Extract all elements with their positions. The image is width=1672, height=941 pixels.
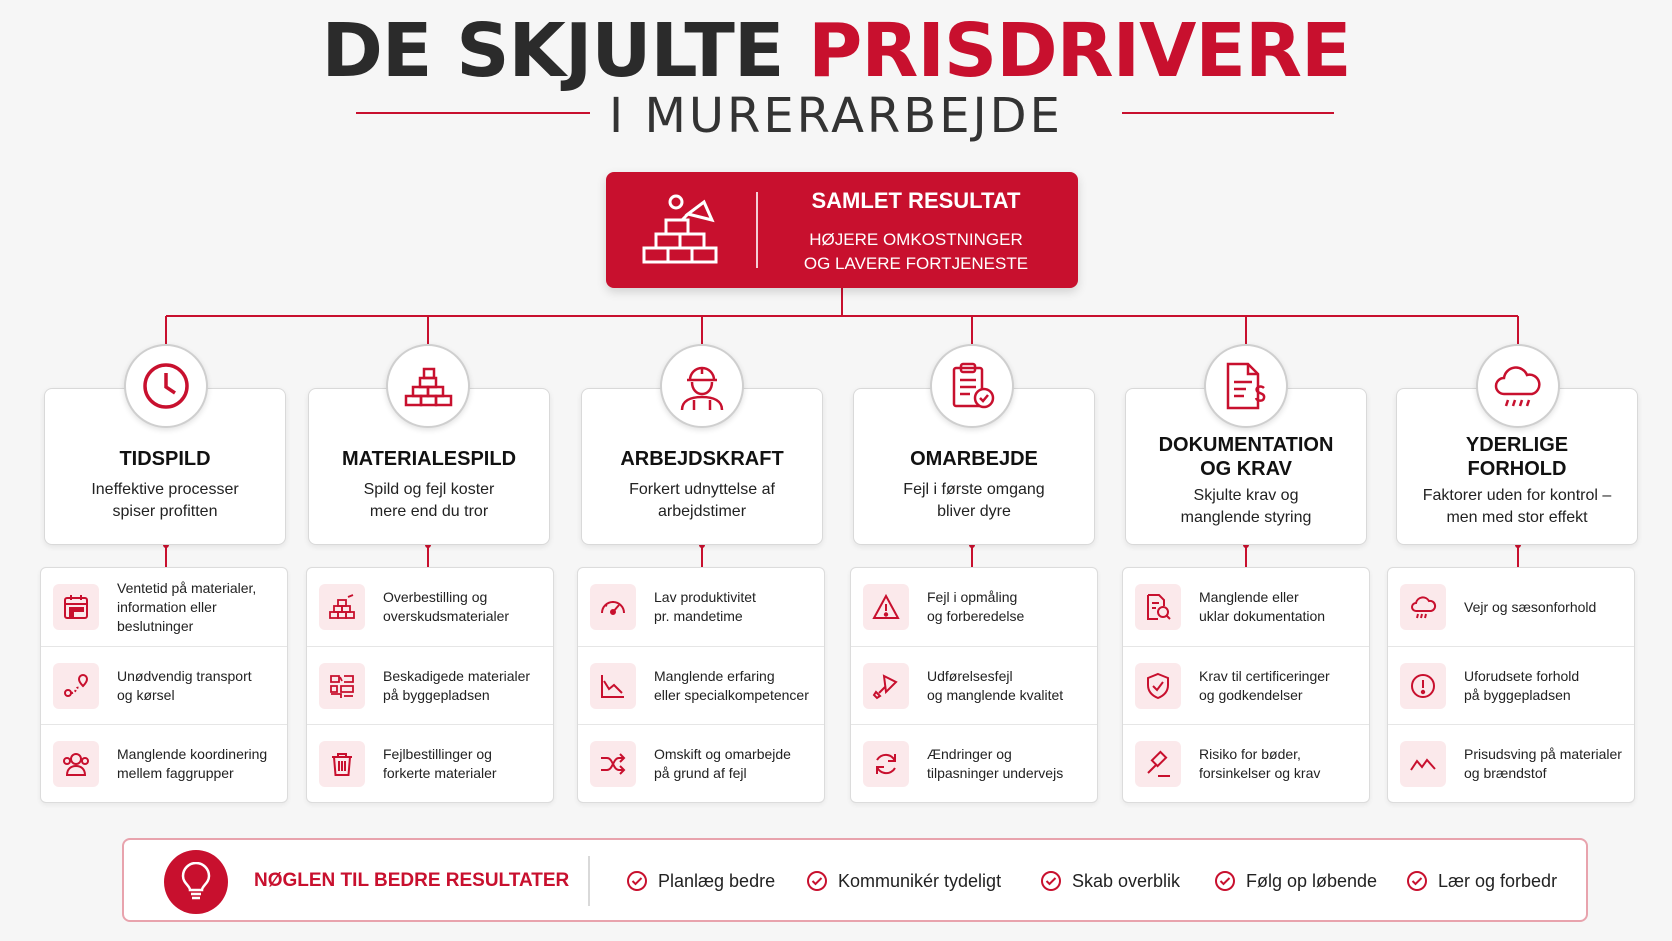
key-item-label: Følg op løbende	[1246, 870, 1378, 891]
page-subtitle: I MURERARBEJDE	[609, 88, 1063, 144]
list-icon-box	[1135, 741, 1181, 787]
description-line: bliver dyre	[937, 503, 1011, 520]
list-item	[41, 646, 287, 724]
description-line: Ineffektive processer	[91, 481, 239, 498]
list-item	[1123, 724, 1369, 802]
category-list-omarbejde	[850, 567, 1098, 803]
result-line-1: HØJERE OMKOSTNINGER	[809, 230, 1023, 249]
title-line: DOKUMENTATION	[1158, 434, 1334, 456]
description-line: Spild og fejl koster	[363, 481, 495, 498]
list-item-text	[117, 725, 281, 802]
key-item	[1406, 868, 1557, 894]
list-icon-box	[319, 584, 365, 630]
list-text-line: på byggepladsen	[383, 686, 490, 703]
list-text-line: og brændstof	[1464, 764, 1547, 781]
refresh-icon	[872, 750, 900, 778]
list-icon-box	[1400, 663, 1446, 709]
title-line: FORHOLD	[1467, 458, 1567, 480]
list-icon-box	[319, 663, 365, 709]
list-item-text	[1199, 647, 1363, 724]
result-subtitle	[766, 228, 1066, 276]
key-bar	[122, 838, 1588, 922]
list-icon-box	[863, 741, 909, 787]
category-icon-circle	[660, 344, 744, 428]
result-separator	[756, 192, 758, 268]
result-box	[606, 172, 1078, 288]
category-list-arbejdskraft	[577, 567, 825, 803]
check-circle-icon	[1214, 870, 1236, 892]
trowel-icon	[872, 672, 900, 700]
category-list-yderlige-forhold	[1387, 567, 1635, 803]
description-line: arbejdstimer	[657, 503, 747, 520]
list-text-line: Overbestilling og	[383, 589, 488, 605]
description-line: Skjulte krav og	[1193, 487, 1299, 504]
list-item	[578, 568, 824, 646]
lightbulb-icon	[178, 862, 214, 902]
category-title: MATERIALESPILD	[341, 448, 517, 470]
key-item	[806, 868, 1001, 894]
list-text-line: forsinkelser og krav	[1199, 764, 1321, 781]
list-text-line: og kørsel	[117, 686, 175, 703]
list-item	[578, 724, 824, 802]
list-icon-box	[53, 741, 99, 787]
key-title: NØGLEN TIL BEDRE RESULTATER	[254, 870, 570, 891]
check-circle-icon	[626, 870, 648, 892]
list-text-line: Risiko for bøder,	[1199, 745, 1301, 762]
list-text-line: mellem faggrupper	[117, 764, 234, 781]
category-icon-circle	[930, 344, 1014, 428]
description-line: Forkert udnyttelse af	[629, 481, 775, 498]
description-line: Fejl i første omgang	[903, 481, 1045, 498]
speedometer-icon	[599, 593, 627, 621]
list-icon-box	[590, 741, 636, 787]
list-text-line: tilpasninger undervejs	[927, 764, 1064, 781]
broken-bricks-icon	[328, 672, 356, 700]
list-text-line: Unødvendig transport	[117, 667, 252, 684]
list-text-line: Krav til certificeringer	[1199, 667, 1330, 684]
brick-stack-icon	[328, 593, 356, 621]
description-line: Faktorer uden for kontrol –	[1422, 487, 1612, 504]
list-icon-box	[1400, 584, 1446, 630]
list-text-line: Manglende eller	[1199, 589, 1299, 605]
list-item	[41, 568, 287, 646]
list-text-line: Udførelsesfejl	[927, 667, 1013, 684]
list-icon-box	[1400, 741, 1446, 787]
key-item-label: Lær og forbedr	[1438, 870, 1558, 891]
category-title	[1397, 433, 1637, 481]
list-text-line: Vejr og sæsonforhold	[1464, 598, 1597, 615]
category-title	[1126, 433, 1366, 481]
list-item-text	[654, 725, 818, 802]
list-icon-box	[863, 663, 909, 709]
list-text-line: beslutninger	[117, 617, 194, 634]
list-item-text	[117, 647, 281, 724]
list-item	[1388, 646, 1634, 724]
description-line: manglende styring	[1180, 509, 1312, 526]
list-icon-box	[319, 741, 365, 787]
list-item-text	[927, 725, 1091, 802]
worker-helmet-icon	[676, 360, 728, 412]
check-circle-icon	[1406, 870, 1428, 892]
list-text-line: Manglende erfaring	[654, 667, 775, 684]
list-item	[1388, 568, 1634, 646]
list-item	[1123, 568, 1369, 646]
list-item	[307, 724, 553, 802]
document-search-icon	[1144, 593, 1172, 621]
list-text-line: Uforudsete forhold	[1464, 667, 1580, 684]
category-title: TIDSPILD	[119, 448, 211, 470]
list-item-text	[654, 568, 818, 646]
price-wave-icon	[1409, 750, 1437, 778]
list-text-line: overskudsmaterialer	[383, 608, 510, 624]
list-text-line: Lav produktivitet	[654, 589, 756, 605]
list-icon-box	[590, 663, 636, 709]
list-text-line: Beskadigede materialer	[383, 667, 531, 684]
key-item-label: Skab overblik	[1072, 870, 1181, 891]
key-item-label: Kommunikér tydeligt	[838, 870, 1002, 891]
list-item-text	[383, 647, 547, 724]
list-item	[578, 646, 824, 724]
list-text-line: Ændringer og	[927, 745, 1012, 762]
category-title: OMARBEJDE	[910, 448, 1038, 470]
category-description	[1136, 485, 1356, 529]
list-item-text	[1464, 647, 1628, 724]
title-red-part: PRISDRIVERE	[808, 8, 1351, 94]
list-text-line: eller specialkompetencer	[654, 686, 809, 703]
rain-cloud-icon	[1492, 360, 1544, 412]
title-dark-part: DE SKJULTE	[321, 8, 784, 94]
title-line: YDERLIGE	[1465, 434, 1569, 456]
list-item	[1123, 646, 1369, 724]
list-item	[851, 568, 1097, 646]
people-icon	[62, 750, 90, 778]
clock-icon	[140, 360, 192, 412]
list-text-line: forkerte materialer	[383, 764, 497, 781]
list-item	[851, 646, 1097, 724]
list-text-line: Ventetid på materialer,	[117, 579, 257, 596]
list-item-text	[1464, 725, 1628, 802]
list-item	[307, 646, 553, 724]
shuffle-icon	[599, 750, 627, 778]
check-circle-icon	[1040, 870, 1062, 892]
list-item-text	[1464, 568, 1628, 646]
clipboard-check-icon	[946, 360, 998, 412]
category-description	[1407, 485, 1627, 529]
list-icon-box	[1135, 584, 1181, 630]
category-description	[55, 479, 275, 523]
route-icon	[62, 672, 90, 700]
list-text-line: pr. mandetime	[654, 608, 743, 624]
page-title	[0, 8, 1672, 94]
list-icon-box	[53, 663, 99, 709]
description-line: mere end du tror	[369, 503, 489, 520]
result-title: SAMLET RESULTAT	[811, 188, 1021, 213]
list-item-text	[1199, 568, 1363, 646]
list-text-line: Manglende koordinering	[117, 745, 268, 762]
category-description	[864, 479, 1084, 523]
key-item	[1214, 868, 1377, 894]
category-list-dokumentation	[1122, 567, 1370, 803]
list-text-line: Fejlbestillinger og	[383, 745, 492, 762]
result-line-2: OG LAVERE FORTJENESTE	[803, 254, 1029, 273]
warning-icon	[872, 593, 900, 621]
brick-wall-trowel-icon	[638, 188, 722, 272]
list-icon-box	[53, 584, 99, 630]
rain-cloud-icon	[1409, 593, 1437, 621]
category-title: ARBEJDSKRAFT	[620, 448, 784, 470]
list-item	[1388, 724, 1634, 802]
list-text-line: på byggepladsen	[1464, 686, 1571, 703]
list-icon-box	[863, 584, 909, 630]
document-paragraph-icon	[1220, 360, 1272, 412]
shield-check-icon	[1144, 672, 1172, 700]
list-text-line: information eller	[117, 598, 217, 615]
list-text-line: uklar dokumentation	[1199, 608, 1326, 624]
list-item-text	[927, 568, 1091, 646]
category-description	[319, 479, 539, 523]
list-text-line: Fejl i opmåling	[927, 589, 1018, 605]
gavel-icon	[1144, 750, 1172, 778]
list-icon-box	[1135, 663, 1181, 709]
category-icon-circle	[1204, 344, 1288, 428]
lightbulb-badge	[164, 850, 228, 914]
list-text-line: og forberedelse	[927, 608, 1025, 624]
check-circle-icon	[806, 870, 828, 892]
category-icon-circle	[1476, 344, 1560, 428]
description-line: men med stor effekt	[1446, 509, 1588, 526]
trash-icon	[328, 750, 356, 778]
bricks-icon	[402, 360, 454, 412]
key-item	[1040, 868, 1180, 894]
list-item-text	[383, 568, 547, 646]
category-list-tidspild	[40, 567, 288, 803]
alert-circle-icon	[1409, 672, 1437, 700]
line-chart-down-icon	[599, 672, 627, 700]
key-item	[626, 868, 775, 894]
category-list-materialespild	[306, 567, 554, 803]
category-icon-circle	[386, 344, 470, 428]
list-text-line: og manglende kvalitet	[927, 686, 1064, 703]
list-text-line: Omskift og omarbejde	[654, 745, 791, 762]
list-item-text	[1199, 725, 1363, 802]
key-separator	[588, 856, 590, 906]
list-item	[307, 568, 553, 646]
title-line: OG KRAV	[1200, 458, 1292, 480]
list-text-line: og godkendelser	[1199, 686, 1303, 703]
key-item-label: Planlæg bedre	[658, 870, 776, 891]
category-icon-circle	[124, 344, 208, 428]
list-item-text	[927, 647, 1091, 724]
list-item-text	[117, 568, 281, 646]
list-item-text	[654, 647, 818, 724]
category-description	[592, 479, 812, 523]
list-text-line: Prisudsving på materialer	[1464, 745, 1622, 762]
description-line: spiser profitten	[112, 503, 218, 520]
list-item	[851, 724, 1097, 802]
calendar-icon	[62, 593, 90, 621]
list-item-text	[383, 725, 547, 802]
list-item	[41, 724, 287, 802]
list-text-line: på grund af fejl	[654, 764, 747, 781]
list-icon-box	[590, 584, 636, 630]
